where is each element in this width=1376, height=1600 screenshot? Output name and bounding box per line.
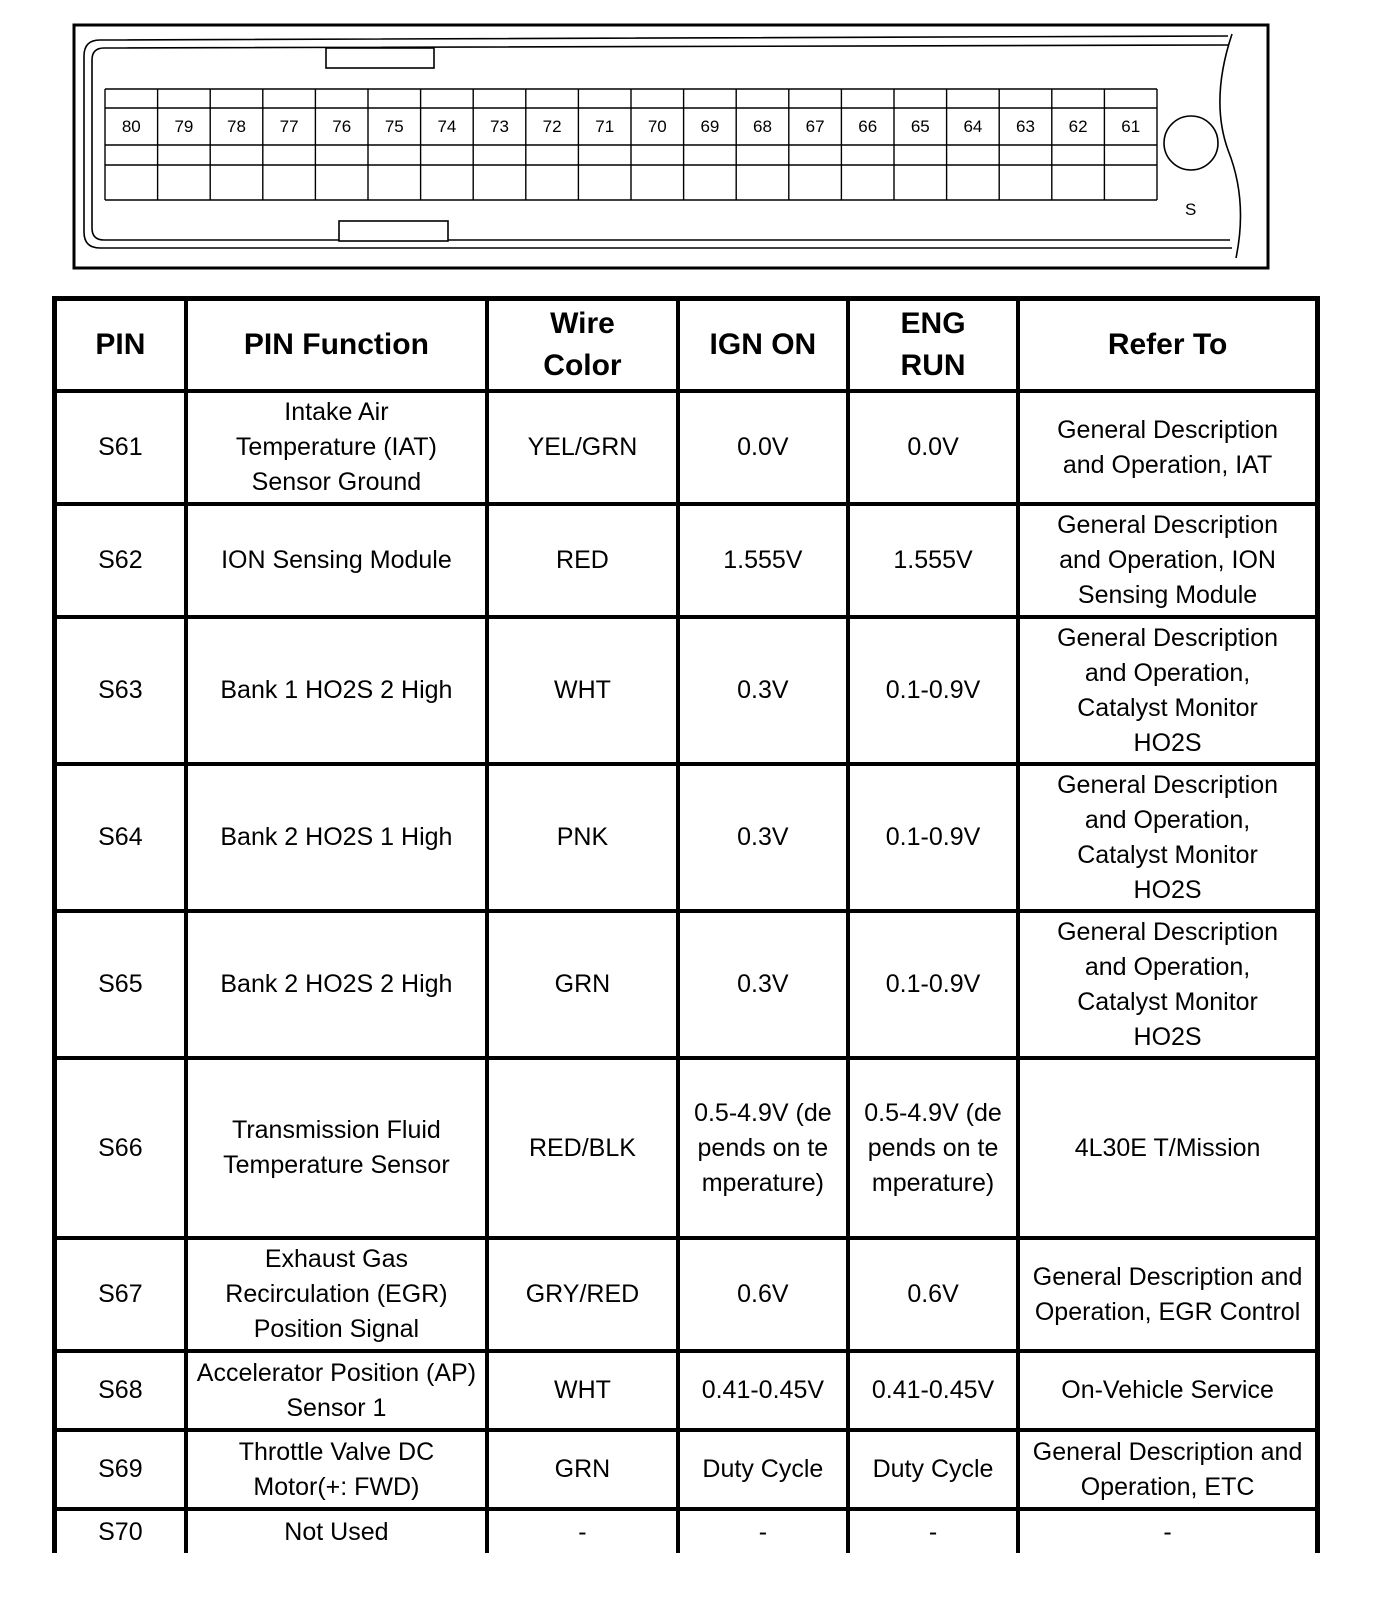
pin-number-label: 69 [700, 117, 720, 136]
header-eng-run: ENG RUN [848, 299, 1018, 392]
cell-ign-on: 1.555V [678, 504, 848, 617]
pin-number-label: 73 [490, 117, 509, 136]
table-header-row [55, 299, 1318, 392]
pin-number-label: 75 [384, 117, 404, 136]
cell-ign-on: 0.41-0.45V [678, 1351, 848, 1430]
cell-function: Accelerator Position (AP) Sensor 1 [186, 1351, 487, 1430]
connector-latch-edge [1220, 34, 1241, 258]
header-refer-to: Refer To [1018, 299, 1317, 392]
pin-number-label: 72 [542, 117, 562, 136]
cell-pin: S66 [55, 1058, 186, 1238]
cell-ign-on: 0.3V [678, 764, 848, 911]
pin-number-label: 62 [1068, 117, 1088, 136]
cell-wire-color: GRN [487, 1430, 678, 1509]
pin-number-label: 76 [332, 117, 352, 136]
pin-number-label: 70 [647, 117, 667, 136]
cell-function: Transmission Fluid Temperature Sensor [186, 1058, 487, 1238]
cell-refer-to: 4L30E T/Mission [1018, 1058, 1317, 1238]
cell-wire-color: GRY/RED [487, 1238, 678, 1351]
cell-refer-to: General Description and Operation, Catalyst Monitor HO2S [1018, 764, 1317, 911]
pin-number-label: 68 [753, 117, 772, 136]
table-row [55, 1430, 1318, 1509]
table-row [55, 504, 1318, 617]
cell-refer-to: General Description and Operation, ION Sensing Module [1018, 504, 1317, 617]
connector-key-top [326, 48, 434, 68]
cell-eng-run: 0.1-0.9V [848, 764, 1018, 911]
cell-eng-run: Duty Cycle [848, 1430, 1018, 1509]
pin-number-label: 80 [121, 117, 141, 136]
connector-side-label: S [1185, 200, 1197, 219]
pin-number-label: 79 [174, 117, 194, 136]
cell-wire-color: GRN [487, 911, 678, 1058]
cell-function: Intake Air Temperature (IAT) Sensor Ground [186, 391, 487, 504]
cell-pin: S63 [55, 617, 186, 764]
cell-ign-on: 0.3V [678, 911, 848, 1058]
connector-key-bottom [339, 221, 448, 241]
cell-refer-to: General Description and Operation, ETC [1018, 1430, 1317, 1509]
cell-wire-color: YEL/GRN [487, 391, 678, 504]
cell-function: Throttle Valve DC Motor(+: FWD) [186, 1430, 487, 1509]
pin-number-label: 78 [227, 117, 246, 136]
pin-number-label: 66 [858, 117, 878, 136]
cell-wire-color: - [487, 1509, 678, 1553]
pin-number-label: 63 [1016, 117, 1035, 136]
table-row [55, 1238, 1318, 1351]
cell-eng-run: - [848, 1509, 1018, 1553]
cell-function: Exhaust Gas Recirculation (EGR) Position Signal [186, 1238, 487, 1351]
pin-grid [105, 89, 1157, 200]
cell-wire-color: WHT [487, 1351, 678, 1430]
cell-ign-on: 0.5-4.9V (depends on temperature) [678, 1058, 848, 1238]
table-row [55, 911, 1318, 1058]
connector-diagram [0, 0, 1376, 285]
cell-wire-color: WHT [487, 617, 678, 764]
cell-pin: S61 [55, 391, 186, 504]
cell-pin: S69 [55, 1430, 186, 1509]
connector-body [84, 36, 1232, 248]
connector-frame [74, 25, 1268, 268]
cell-eng-run: 1.555V [848, 504, 1018, 617]
cell-wire-color: RED/BLK [487, 1058, 678, 1238]
cell-refer-to: On-Vehicle Service [1018, 1351, 1317, 1430]
header-pin: PIN [55, 299, 186, 392]
table-row [55, 1058, 1318, 1238]
cell-ign-on: 0.3V [678, 617, 848, 764]
cell-refer-to: General Description and Operation, EGR Control [1018, 1238, 1317, 1351]
header-pin-function: PIN Function [186, 299, 487, 392]
pin-number-label: 61 [1121, 117, 1141, 136]
cell-pin: S68 [55, 1351, 186, 1430]
pin-number-label: 65 [910, 117, 930, 136]
cell-wire-color: RED [487, 504, 678, 617]
cell-function: Bank 2 HO2S 1 High [186, 764, 487, 911]
cell-eng-run: 0.41-0.45V [848, 1351, 1018, 1430]
cell-function: ION Sensing Module [186, 504, 487, 617]
header-wire-color: Wire Color [487, 299, 678, 392]
cell-pin: S62 [55, 504, 186, 617]
cell-function: Bank 1 HO2S 2 High [186, 617, 487, 764]
pin-number-label: 71 [595, 117, 615, 136]
table-row [55, 1509, 1318, 1553]
cell-refer-to: General Description and Operation, Catalyst Monitor HO2S [1018, 911, 1317, 1058]
table-row [55, 617, 1318, 764]
pin-number-label: 74 [437, 117, 457, 136]
cell-pin: S70 [55, 1509, 186, 1553]
connector-round-hole [1164, 116, 1218, 170]
cell-pin: S67 [55, 1238, 186, 1351]
cell-function: Not Used [186, 1509, 487, 1553]
cell-eng-run: 0.5-4.9V (depends on temperature) [848, 1058, 1018, 1238]
cell-eng-run: 0.1-0.9V [848, 911, 1018, 1058]
cell-ign-on: 0.6V [678, 1238, 848, 1351]
cell-ign-on: Duty Cycle [678, 1430, 848, 1509]
pin-table [52, 296, 1320, 1553]
table-row [55, 1351, 1318, 1430]
table-row [55, 391, 1318, 504]
pin-number-label: 77 [279, 117, 299, 136]
table-row [55, 764, 1318, 911]
pin-number-label: 67 [805, 117, 825, 136]
cell-refer-to: General Description and Operation, Catalyst Monitor HO2S [1018, 617, 1317, 764]
cell-eng-run: 0.1-0.9V [848, 617, 1018, 764]
cell-pin: S64 [55, 764, 186, 911]
cell-wire-color: PNK [487, 764, 678, 911]
cell-ign-on: - [678, 1509, 848, 1553]
cell-eng-run: 0.6V [848, 1238, 1018, 1351]
header-ign-on: IGN ON [678, 299, 848, 392]
cell-refer-to: - [1018, 1509, 1317, 1553]
pin-number-label: 64 [963, 117, 983, 136]
cell-refer-to: General Description and Operation, IAT [1018, 391, 1317, 504]
cell-eng-run: 0.0V [848, 391, 1018, 504]
cell-pin: S65 [55, 911, 186, 1058]
cell-ign-on: 0.0V [678, 391, 848, 504]
cell-function: Bank 2 HO2S 2 High [186, 911, 487, 1058]
